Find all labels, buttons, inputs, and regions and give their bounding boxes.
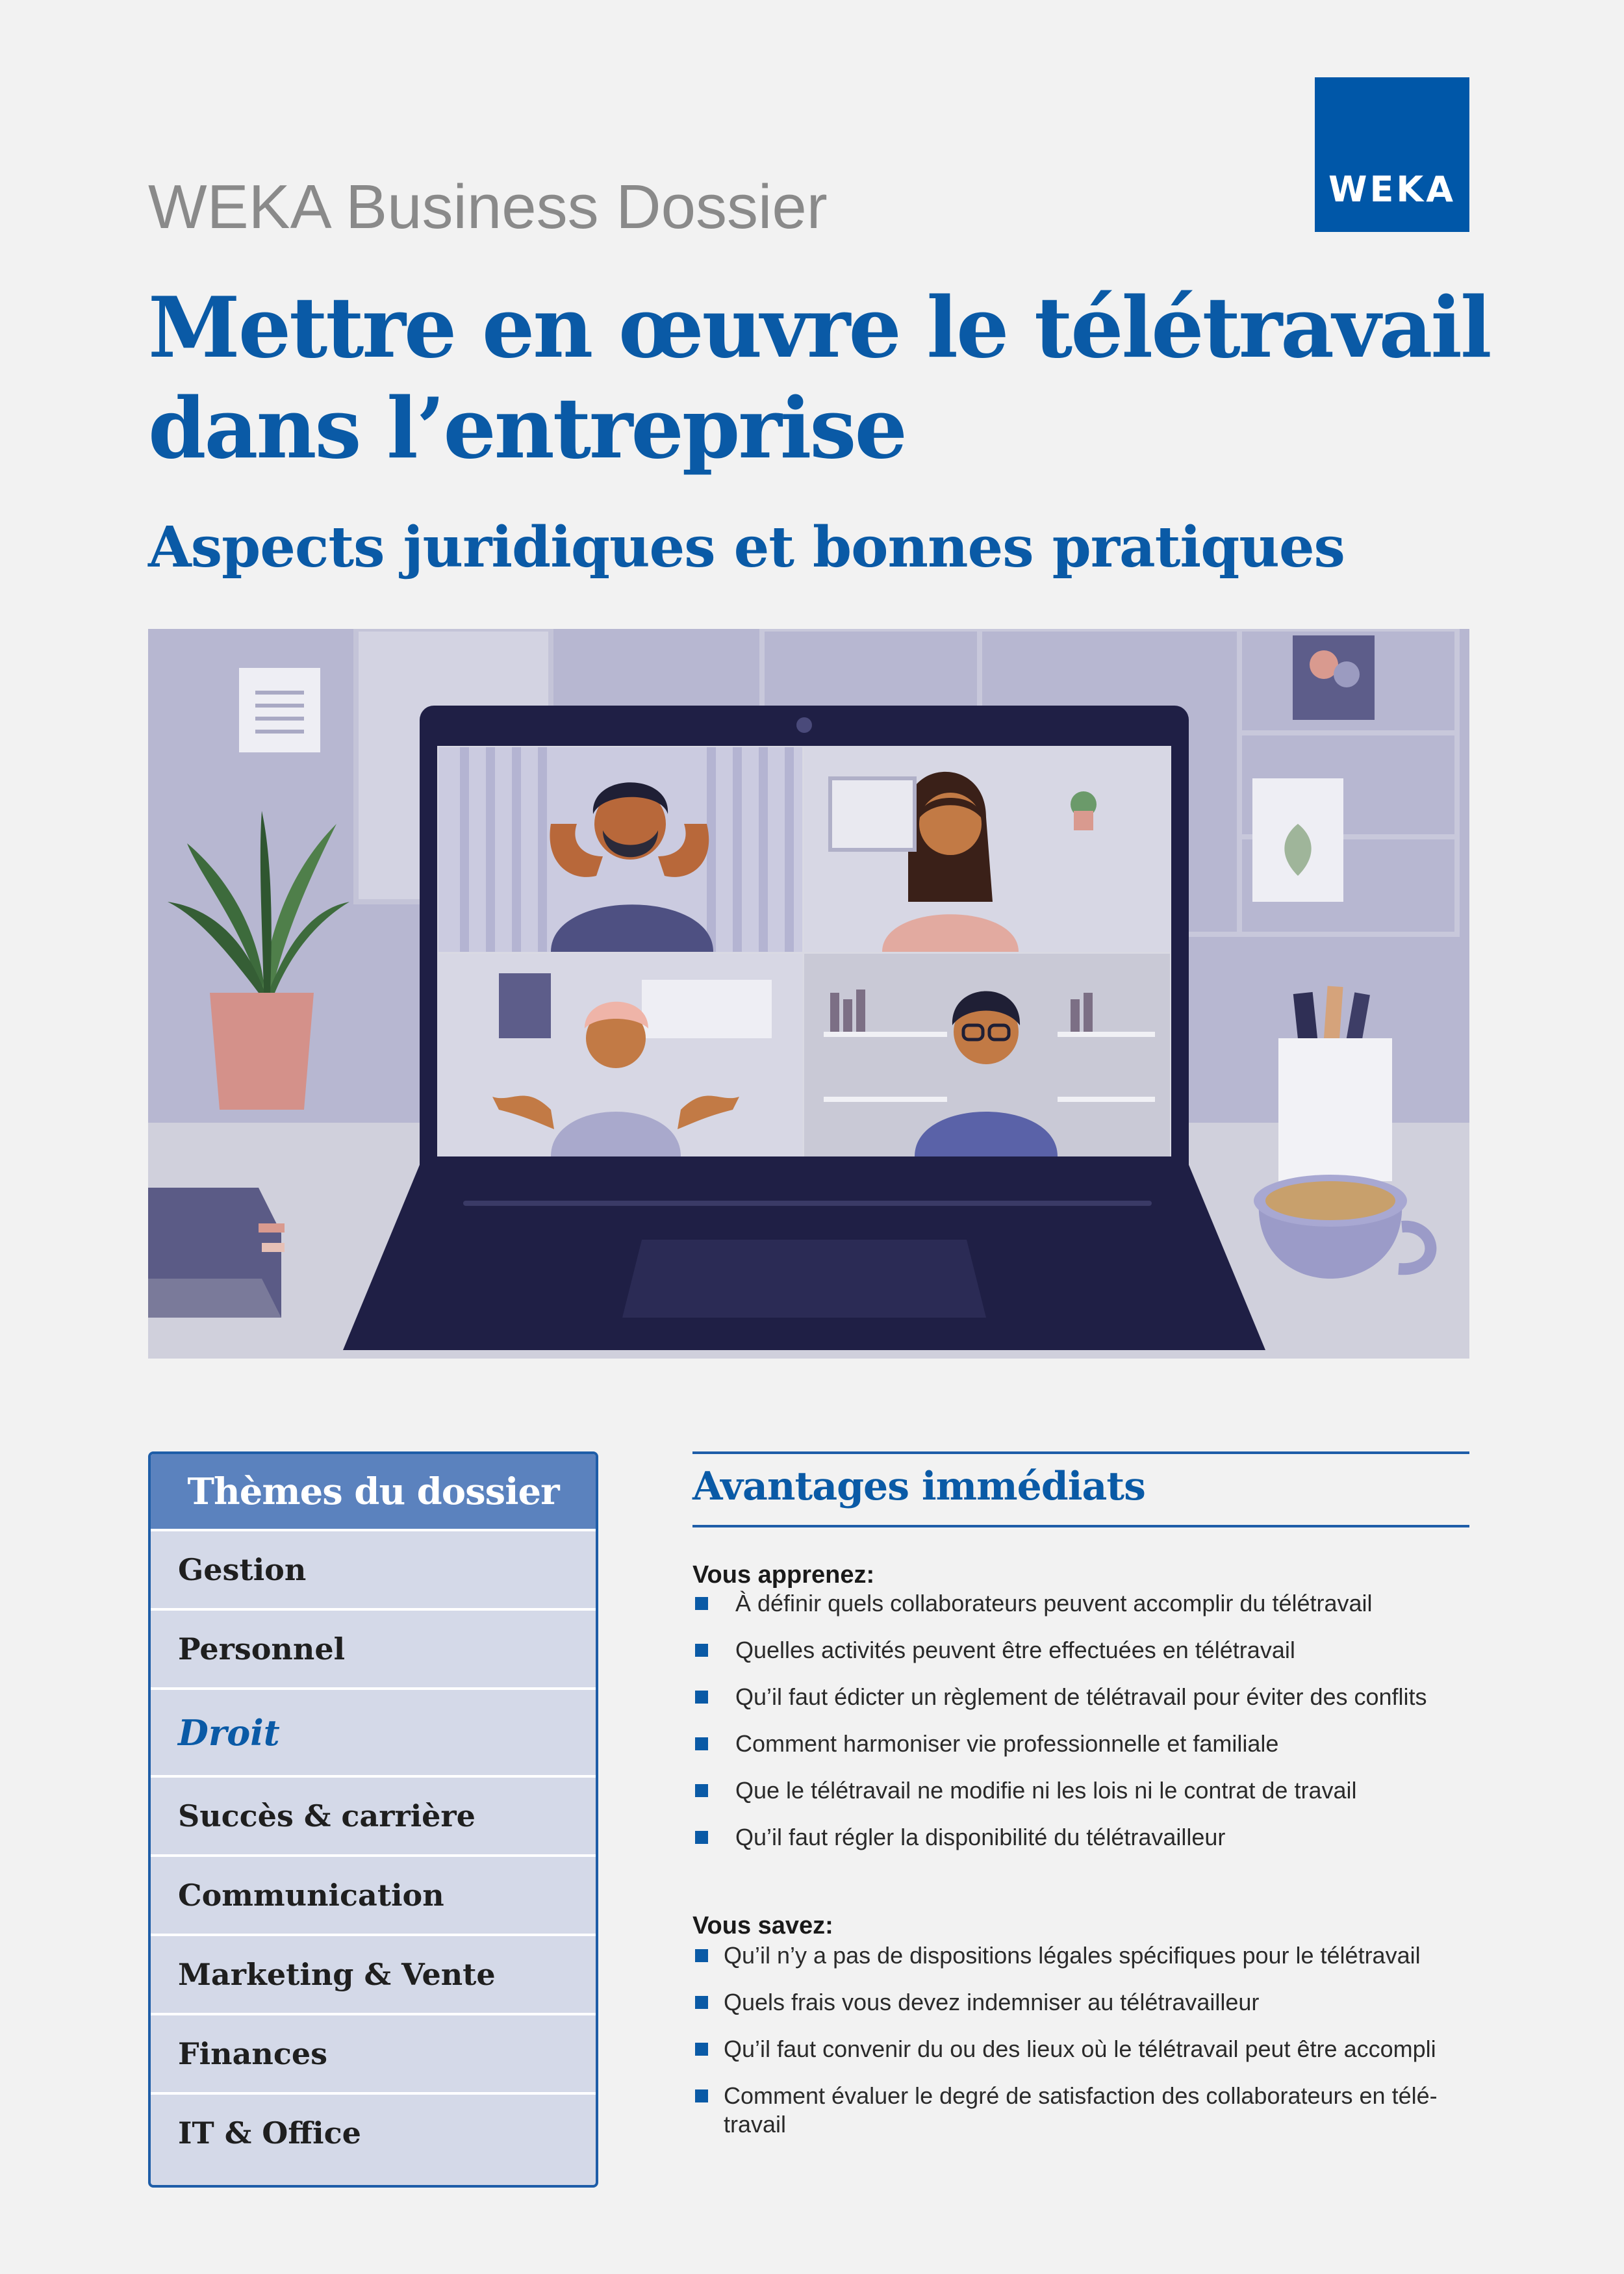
list-item-text: Quels frais vous devez indemniser au télétravailleur — [724, 1989, 1260, 2015]
laptop-icon — [343, 706, 1265, 1350]
list-item — [692, 1988, 1469, 2035]
bullet-square-icon — [695, 2089, 708, 2102]
wall-note-leaf-icon — [1252, 778, 1343, 902]
list-item — [692, 2035, 1469, 2082]
bullet-square-icon — [695, 1831, 708, 1844]
bullet-square-icon — [695, 2043, 708, 2056]
page-title-line-1: Mettre en œuvre le télétravail — [148, 279, 1490, 377]
theme-item-it-office[interactable]: IT & Office — [151, 2092, 596, 2171]
themes-panel-title: Thèmes du dossier — [151, 1454, 596, 1529]
themes-panel — [148, 1451, 598, 2188]
theme-item-marketing-vente[interactable]: Marketing & Vente — [151, 1934, 596, 2013]
webcam-icon — [796, 717, 812, 733]
wall-note-icon — [239, 668, 320, 752]
bullet-square-icon — [695, 1644, 708, 1657]
wall-poster-icon — [1293, 635, 1375, 720]
list-item-text: Que le télétravail ne modifie ni les lois ni le contrat de travail — [735, 1777, 1357, 1804]
advantages-title: Avantages immédiats — [692, 1464, 1145, 1509]
know-list — [692, 1941, 1469, 2139]
page-title-line-2: dans l’entreprise — [148, 380, 906, 478]
dossier-series-label: WEKA Business Dossier — [148, 172, 828, 242]
list-item — [692, 2082, 1469, 2139]
theme-item-finances[interactable]: Finances — [151, 2013, 596, 2092]
list-item-text: À définir quels collaborateurs peuvent accomplir du télétravail — [735, 1590, 1373, 1616]
list-item — [692, 1776, 1472, 1823]
theme-item-succes-carriere[interactable]: Succès & carrière — [151, 1775, 596, 1854]
theme-item-personnel[interactable]: Personnel — [151, 1608, 596, 1687]
learn-heading: Vous apprenez: — [692, 1561, 875, 1589]
theme-item-gestion[interactable]: Gestion — [151, 1529, 596, 1608]
list-item — [692, 1823, 1472, 1870]
list-item-text: Qu’il faut édicter un règlement de télétravail pour éviter des conflits — [735, 1683, 1427, 1710]
list-item-text: Qu’il n’y a pas de dispositions légales spécifiques pour le télétravail — [724, 1942, 1421, 1969]
video-call-illustration — [148, 629, 1469, 1359]
weka-logo — [1315, 77, 1469, 232]
learn-list — [692, 1589, 1472, 1870]
bullet-square-icon — [695, 1691, 708, 1704]
theme-item-communication[interactable]: Communication — [151, 1854, 596, 1934]
list-item — [692, 1636, 1472, 1683]
logo-text: WEKA — [1328, 169, 1456, 210]
list-item — [692, 1730, 1472, 1776]
list-item-text: Qu’il faut régler la disponibilité du télétravailleur — [735, 1824, 1226, 1850]
divider — [692, 1525, 1469, 1527]
list-item-text: Quelles activités peuvent être effectuées en télétravail — [735, 1637, 1295, 1663]
bullet-square-icon — [695, 1949, 708, 1962]
theme-item-droit[interactable]: Droit — [151, 1687, 596, 1775]
list-item — [692, 1941, 1469, 1988]
divider — [692, 1451, 1469, 1454]
bullet-square-icon — [695, 1996, 708, 2009]
list-item — [692, 1589, 1472, 1636]
bullet-square-icon — [695, 1737, 708, 1750]
list-item-text: Comment évaluer le degré de satisfaction des collaborateurs en télé-travail — [724, 2082, 1438, 2138]
bullet-square-icon — [695, 1784, 708, 1797]
list-item-text: Comment harmoniser vie professionnelle et familiale — [735, 1730, 1279, 1757]
list-item — [692, 1683, 1472, 1730]
list-item-text: Qu’il faut convenir du ou des lieux où le télétravail peut être accompli — [724, 2036, 1436, 2062]
know-heading: Vous savez: — [692, 1912, 833, 1939]
page-subtitle: Aspects juridiques et bonnes pratiques — [148, 515, 1345, 580]
book-icon — [148, 1188, 285, 1318]
bullet-square-icon — [695, 1597, 708, 1610]
